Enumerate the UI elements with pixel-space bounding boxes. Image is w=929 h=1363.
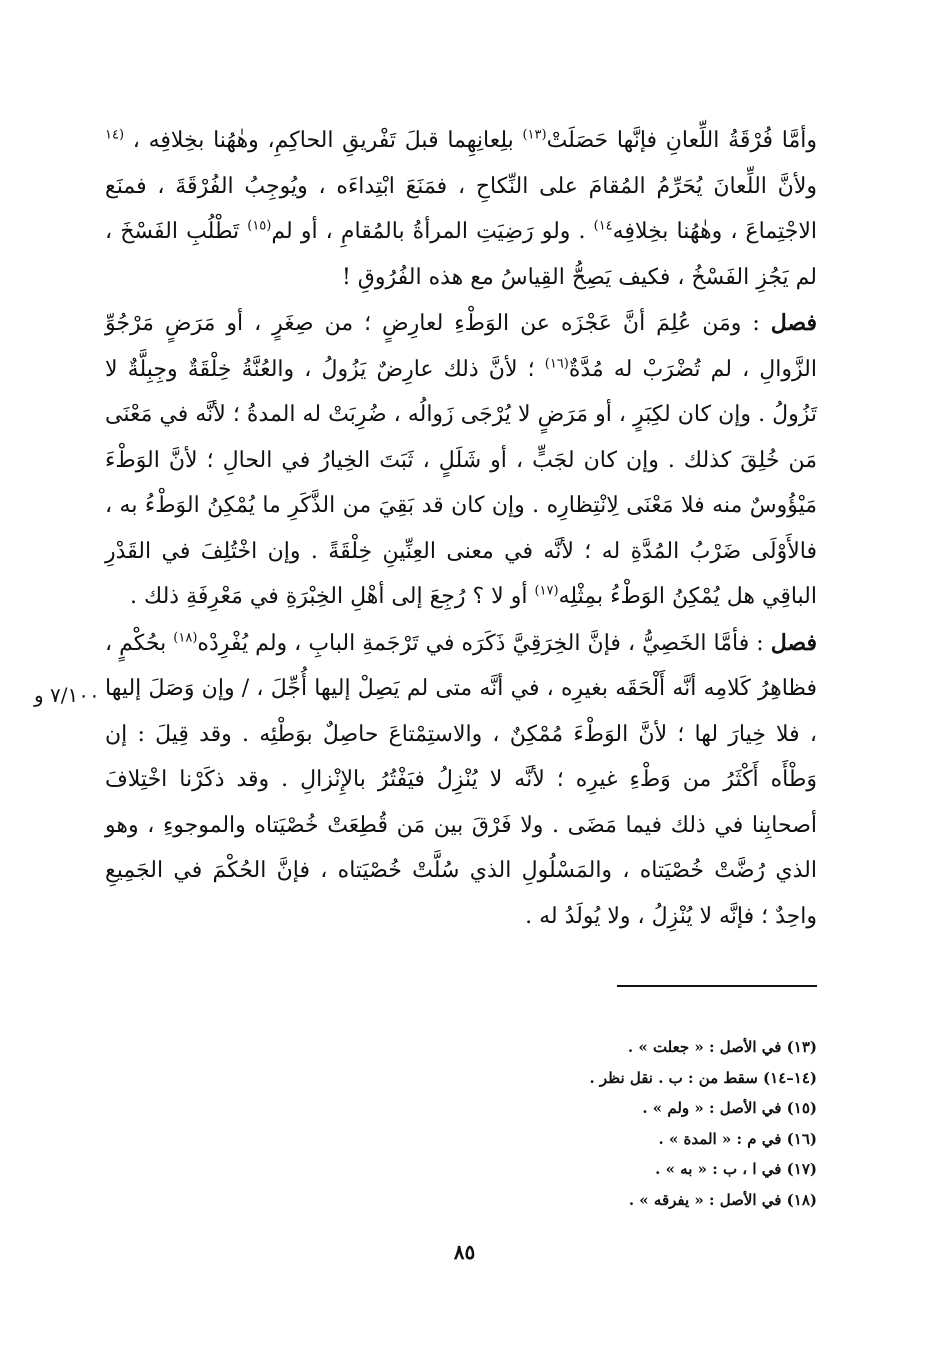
text-run: . ولو رَضِيَتِ المرأةُ بالمُقامِ ، أو لم	[271, 219, 594, 244]
text-run: ؛ لأنَّ ذلك عارِضٌ يَزُولُ ، والعُنَّةُ خِلْقَةٌ وجِبِلَّةٌ لا تَزُولُ . وإن كان لكِبَرٍ ، أو مَرَضٍ لا يُرْجَى زَوالُه ، ضُرِبَتْ له المدةُ ؛ لأنَّه في مَعْنَى مَن خُلِقَ كذلك . وإن كان لجَبٍّ ، أو شَلَلٍ ، ثَبَتَ الخِيارُ في الحالِ ؛ لأنَّ الوَطْءَ مَيْؤُوسٌ منه فلا مَعْنَى لِانْتِظارِه . وإن كان قد بَقِيَ من الذَّكَرِ ما يُمْكِنُ الوَطْءُ به ، فالأَوْلَى ضَرْبُ المُدَّةِ له ؛ لأنَّه في معنى العِنِّينِ خِلْقَةً . وإن اخْتُلِفَ في القَدْرِ الباقِي هل يُمْكِنُ الوَطْءُ بمِثْلِه	[105, 356, 817, 609]
paragraph	[105, 301, 817, 620]
section-heading: فصل	[770, 310, 817, 336]
text-run: بحُكْمٍ ، فظاهِرُ كَلامِه أنَّه أَلْحَقَه بغيرِه ، في أنَّه متى لم يَصِلْ إليها أُجِّلَ ، / وإن وَصَلَ إليها ، فلا خِيارَ لها ؛ لأنَّ الوَطْءَ مُمْكِنٌ ، والاستِمْتاعَ حاصِلٌ بوَطْئِه . وقد قِيلَ : إن وَطْأَه أَكْثَرُ من وَطْءِ غيرِه ؛ لأنَّه لا يُنْزِلُ فيَفْتُرُ بالإِنْزالِ . وقد ذكَرْنا اخْتِلافَ أصحابِنا في ذلك فيما مَضَى . ولا فَرْقَ بين مَن قُطِعَتْ خُصْيَتاه والموجوءِ ، وهو الذي رُضَّتْ خُصْيَتاه ، والمَسْلُولِ الذي سُلَّتْ خُصْيَتاه ، فإنَّ الحُكْمَ في الجَمِيعِ واحِدٌ ؛ فإنَّه لا يُنْزِلُ ، ولا يُولَدُ له .	[105, 630, 817, 929]
footnote-ref: (١٣)	[522, 127, 547, 143]
footnote: (١٤–١٤) سقط من : ب . نقل نظر .	[589, 1068, 817, 1087]
footnote: (١٧) في ا ، ب : « به » .	[655, 1160, 817, 1178]
section-heading: فصل	[770, 629, 818, 656]
text-run: : فأمَّا الخَصِيُّ ، فإنَّ الخِرَقِيَّ ذَكَرَه في تَرْجَمةِ البابِ ، ولم يُفْرِدْه	[197, 630, 771, 656]
paragraph	[105, 118, 817, 300]
paragraph	[105, 621, 817, 940]
text-run: : ومَن عُلِمَ أنَّ عَجْزَه عن الوَطْءِ لعارِضٍ ؛ من صِغَرٍ ، أو مَرَضٍ مَرْجُوِّ الزَّوالِ ، لم تُضْرَبْ له مُدَّةٌ	[105, 311, 817, 382]
text-run: أو لا ؟ رُجِعَ إلى أهْلِ الخِبْرَةِ في مَعْرِفَةِ ذلك .	[130, 584, 535, 609]
main-text	[105, 118, 817, 939]
footnote: (١٣) في الأصل : « جعلت » .	[627, 1038, 817, 1056]
footnote: (١٨) في الأصل : « يفرقه » .	[628, 1190, 817, 1209]
footnote-ref: (١٥)	[247, 218, 272, 234]
footnote-ref: (١٦)	[544, 356, 569, 372]
footnotes	[317, 1032, 817, 1215]
footnote-ref: (١٤	[105, 127, 125, 143]
text-run: تَطْلُبِ الفَسْخَ ، لم يَجُزِ الفَسْخُ ، فكيف يَصِحُّ القِياسُ مع هذه الفُرُوقِ !	[105, 219, 817, 290]
footnote-separator	[617, 985, 817, 987]
footnote-ref: ١٤)	[593, 218, 613, 234]
page-number: ٨٥	[453, 1240, 476, 1264]
margin-page-reference: ٧/١٠٠ و	[34, 683, 100, 707]
footnote: (١٥) في الأصل : « ولم » .	[642, 1099, 817, 1117]
text-run: وأمَّا فُرْقَةُ اللِّعانِ فإنَّها حَصَلَتْ	[546, 128, 817, 153]
footnote-ref: (١٧)	[534, 583, 559, 599]
footnote: (١٦) في م : « المدة » .	[658, 1129, 817, 1148]
text-run: ولأنَّ اللِّعانَ يُحَرِّمُ المُقامَ على النِّكاحِ ، فمَنَعَ ابْتِداءَه ، ويُوجِبُ الفُرْقَةَ ، فمنَع الاجْتِماعَ ، وهٰهُنا بخِلافِه	[105, 173, 817, 244]
text-run: بلِعانِهِما قبلَ تَفْريقِ الحاكِمِ، وهٰهُنا بخِلافِه ،	[124, 128, 523, 153]
footnote-ref: (١٨)	[173, 630, 198, 646]
